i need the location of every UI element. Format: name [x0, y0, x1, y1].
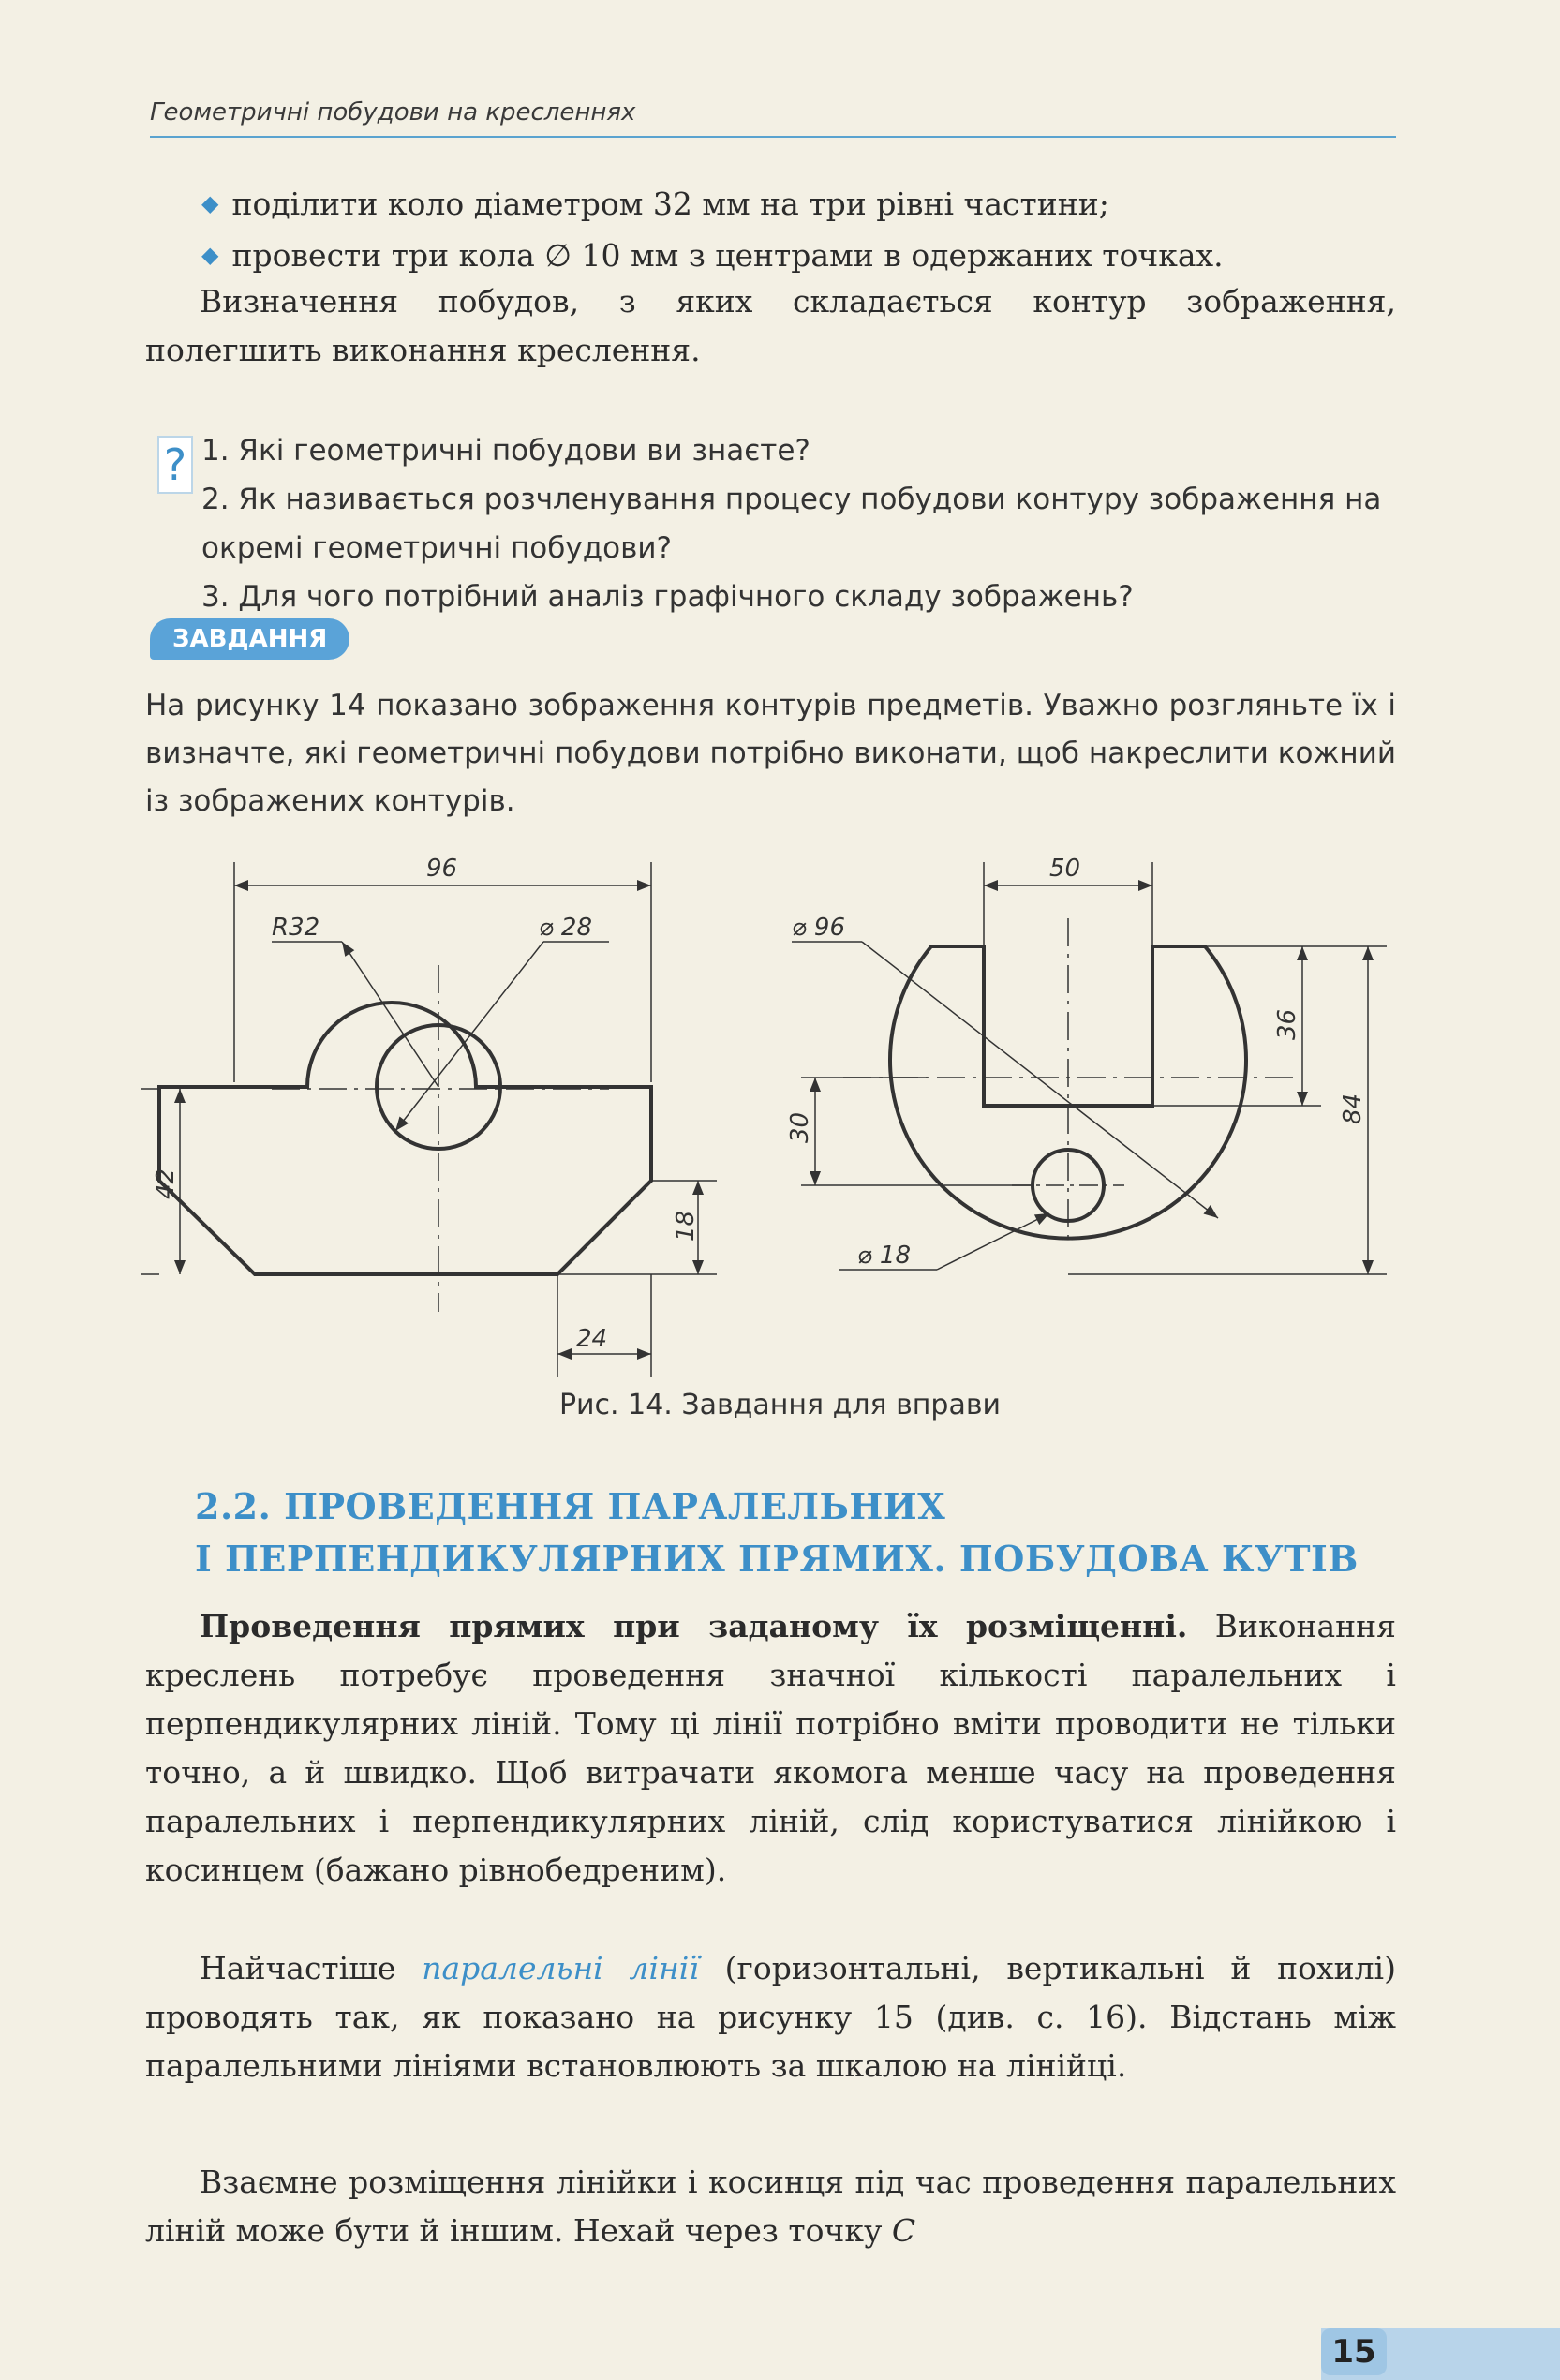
paragraph: Взаємне розміщення лінійки і косинця під час проведення паралельних ліній може бути й іншим. Нехай через точку C: [145, 2164, 1396, 2249]
dim-label: ⌀ 28: [539, 914, 593, 942]
dim-label: ⌀ 18: [857, 1242, 912, 1270]
dim-label: 96: [426, 855, 458, 883]
left-part-drawing: [141, 862, 717, 1377]
task-badge: ЗАВДАННЯ: [150, 618, 349, 660]
dim-label: R32: [272, 914, 320, 942]
question-item: 3. Для чого потрібний аналіз графічного складу зображень?: [201, 580, 1134, 614]
intro-paragraph: Визначення побудов, з яких складається контур зображення, полегшить виконання креслення.: [145, 283, 1396, 368]
question-item: 2. Як називається розчленування процесу побудови контуру зображення на окремі геометричні побудови?: [201, 483, 1382, 565]
page-number: 15: [1321, 2328, 1387, 2375]
dim-label: 42: [152, 1168, 180, 1199]
dim-label: 84: [1339, 1093, 1367, 1124]
intro-bullet-list: [201, 180, 1401, 283]
dim-label: 18: [672, 1210, 700, 1242]
paragraph-lead: Проведення прямих при заданому їх розміщенні.: [200, 1608, 1188, 1644]
dim-label: 50: [1049, 855, 1081, 883]
bullet-dot-icon: ◆: [201, 190, 219, 216]
paragraph: Проведення прямих при заданому їх розміщенні. Виконання креслень потребує проведення значної кількості паралельних і перпендикулярних ліній. Тому ці лінії потрібно вміти проводити не тільки точно, а й швидко. Щоб витрачати якомога менше часу на проведення паралельних і перпендикулярних ліній, слід користуватися лінійкою і косинцем (бажано рівнобедреним).: [145, 1608, 1396, 1888]
dim-label: 36: [1273, 1008, 1301, 1040]
dim-label: ⌀ 96: [792, 914, 846, 942]
technical-drawings: [141, 843, 1424, 1377]
header-rule: [150, 136, 1396, 138]
section-title: 2.2. ПРОВЕДЕННЯ ПАРАЛЕЛЬНИХ І ПЕРПЕНДИКУЛЯРНИХ ПРЯМИХ. ПОБУДОВА КУТІВ: [195, 1485, 1359, 1580]
right-part-drawing: [792, 862, 1387, 1274]
bullet-dot-icon: ◆: [201, 242, 219, 268]
running-head: Геометричні побудови на кресленнях: [150, 98, 636, 126]
dim-label: 30: [786, 1111, 814, 1143]
paragraph: Найчастіше паралельні лінії (горизонтальні, вертикальні й похилі) проводять так, як показано на рисунку 15 (див. с. 16). Відстань між паралельними лініями встановлюють за шкалою на лінійці.: [145, 1950, 1396, 2084]
review-questions: [201, 426, 1401, 621]
question-item: 1. Які геометричні побудови ви знаєте?: [201, 434, 810, 468]
term-highlight: паралельні лінії: [422, 1950, 699, 1986]
bullet-item: ◆ провести три кола ∅ 10 мм з центрами в одержаних точках.: [201, 237, 1224, 274]
task-text: На рисунку 14 показано зображення контурів предметів. Уважно розгляньте їх і визначте, які геометричні побудови потрібно виконати, щоб накреслити кожний із зображених контурів.: [145, 689, 1396, 818]
figure-caption: Рис. 14. Завдання для вправи: [558, 1389, 1002, 1421]
question-mark-icon: ?: [157, 436, 193, 494]
dim-label: 24: [576, 1325, 608, 1353]
bullet-item: ◆ поділити коло діаметром 32 мм на три рівні частини;: [201, 186, 1109, 222]
figure-14: [141, 843, 1424, 1377]
